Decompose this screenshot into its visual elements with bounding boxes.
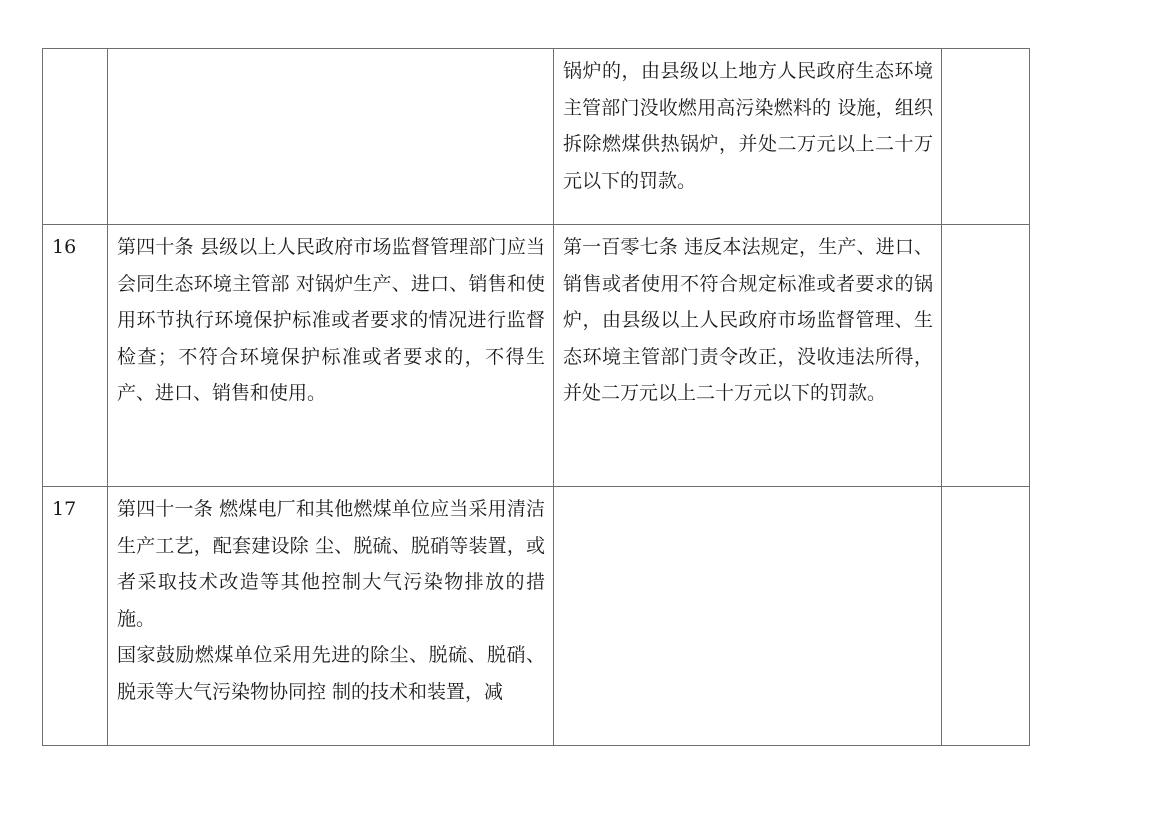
note-cell: [942, 225, 1030, 487]
table-row: [43, 487, 1030, 746]
article-paragraph: 国家鼓励燃煤单位采用先进的除尘、脱硫、脱硝、脱汞等大气污染物协同控 制的技术和装置，减: [117, 644, 545, 703]
penalty-cell: 第一百零七条 违反本法规定，生产、进口、销售或者使用不符合规定标准或者要求的锅炉，由县级以上人民政府市场监督管理、生态环境主管部门责令改正，没收违法所得，并处二万元以上二十万元以下的罚款。: [554, 225, 942, 487]
note-cell: [942, 49, 1030, 225]
article-paragraph: 第四十条 县级以上人民政府市场监督管理部门应当会同生态环境主管部 对锅炉生产、进口、销售和使用环节执行环境保护标准或者要求的情况进行监督检查；不符合环境保护标准或者要求的，不得生产、进口、销售和使用。: [117, 236, 545, 404]
row-number-cell: 16: [43, 225, 108, 487]
article-cell: [108, 487, 554, 746]
article-paragraph: 第四十一条 燃煤电厂和其他燃煤单位应当采用清洁生产工艺，配套建设除 尘、脱硫、脱硝等装置，或者采取技术改造等其他控制大气污染物排放的措施。: [117, 498, 545, 630]
row-number-cell: [43, 49, 108, 225]
table-row: [43, 225, 1030, 487]
article-cell: [108, 49, 554, 225]
article-cell: [108, 225, 554, 487]
penalty-cell: [554, 487, 942, 746]
regulation-table: [42, 48, 1030, 746]
table-row: [43, 49, 1030, 225]
penalty-cell: 锅炉的，由县级以上地方人民政府生态环境主管部门没收燃用高污染燃料的 设施，组织拆除燃煤供热锅炉，并处二万元以上二十万元以下的罚款。: [554, 49, 942, 225]
row-number-cell: 17: [43, 487, 108, 746]
note-cell: [942, 487, 1030, 746]
